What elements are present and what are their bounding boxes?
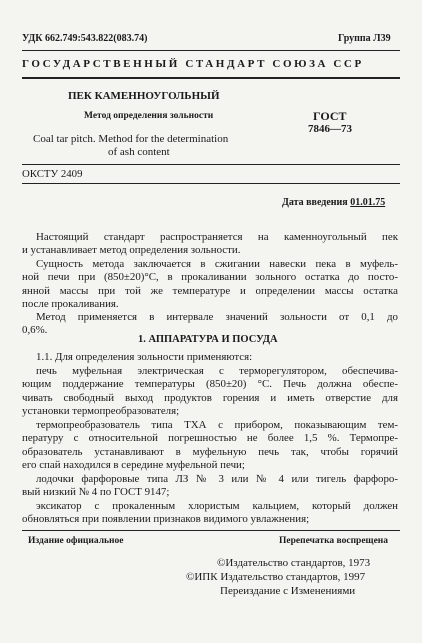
text-line: установки термопреобразователя;	[22, 405, 180, 418]
english-title-line2: of ash content	[108, 146, 170, 158]
text-line: ющим поддержание температуры (850±20) °С. Печь должна обеспе-	[22, 378, 398, 391]
okstu-code: ОКСТУ 2409	[22, 168, 83, 180]
text-line: и устанавливает метод определения зольности.	[22, 244, 241, 257]
text-line: 0,6%.	[22, 324, 48, 337]
paragraph-scope	[22, 231, 398, 258]
text-line: печь муфельная электрическая с терморегулятором, обеспечива-	[36, 365, 398, 377]
copyright-1973: ©Издательство стандартов, 1973	[217, 557, 371, 569]
text-line: термопреобразователь типа ТХА с прибором, показывающим тем-	[36, 419, 398, 431]
udk-code: УДК 662.749:543.822(083.74)	[22, 33, 148, 44]
title-rule	[22, 164, 400, 165]
document-title: ПЕК КАМЕННОУГОЛЬНЫЙ	[68, 90, 220, 102]
text-line: лодочки фарфоровые типа ЛЗ № 3 или № 4 или тигель фарфоро-	[36, 473, 398, 485]
text-line: эксикатор с прокаленным хлористым кальцием, который должен	[36, 500, 398, 512]
text-line: 1.1. Для определения зольности применяются:	[36, 351, 253, 363]
reprint-forbidden-label: Перепечатка воспрещена	[279, 536, 389, 546]
clause-1-1	[22, 351, 398, 364]
text-line: Настоящий стандарт распространяется на каменноугольный пек	[36, 231, 398, 243]
official-edition-label: Издание официальное	[28, 536, 124, 546]
item-desiccator	[22, 500, 398, 527]
footer-rule	[22, 530, 400, 531]
group-code: Группа Л39	[338, 33, 391, 44]
copyright-1997: ©ИПК Издательство стандартов, 1997	[186, 571, 366, 583]
text-line: образователь устанавливают в муфельную печь так, чтобы горячий	[22, 445, 398, 458]
reissue-note: Переиздание с Изменениями	[220, 585, 356, 597]
item-thermocouple	[22, 419, 398, 473]
document-subtitle: Метод определения зольности	[84, 111, 214, 121]
introduction-date-label: Дата введения	[282, 197, 348, 208]
text-line: обновляться при появлении признаков видимого увлажнения;	[22, 513, 310, 526]
paragraph-essence	[22, 258, 398, 312]
text-line: после прокаливания.	[22, 298, 119, 311]
heading-rule	[22, 77, 400, 79]
item-boats	[22, 473, 398, 500]
okstu-rule	[22, 183, 400, 184]
text-line: чивать свободный выход продуктов горения и иметь отверстие для	[22, 391, 398, 404]
text-line: пературу с относительной погрешностью не более 1,5 %. Термопре-	[22, 432, 398, 445]
section-1-heading: 1. АППАРАТУРА И ПОСУДА	[138, 334, 278, 345]
item-muffle-furnace	[22, 365, 398, 419]
text-line: вый низкий № 4 по ГОСТ 9147;	[22, 486, 170, 499]
introduction-date	[282, 197, 385, 208]
english-title-line1: Coal tar pitch. Method for the determination	[33, 133, 229, 145]
text-line: Сущность метода заключается в сжигании навески пека в муфель-	[36, 258, 398, 270]
text-line: янной массы при той же температуре и определении массы остатка	[22, 284, 398, 297]
text-line: ной печи при (850±20)°С, в прокаливании зольного остатка до посто-	[22, 271, 398, 284]
top-rule	[22, 50, 400, 51]
state-standard-heading: ГОСУДАРСТВЕННЫЙ СТАНДАРТ СОЮЗА ССР	[22, 58, 364, 70]
gost-label: ГОСТ	[313, 109, 347, 123]
text-line: Метод применяется в интервале значений зольности от 0,1 до	[36, 311, 398, 323]
gost-number: 7846—73	[308, 123, 352, 135]
text-line: его спай находился в середине муфельной печи;	[22, 459, 245, 472]
introduction-date-value: 01.01.75	[350, 197, 386, 208]
